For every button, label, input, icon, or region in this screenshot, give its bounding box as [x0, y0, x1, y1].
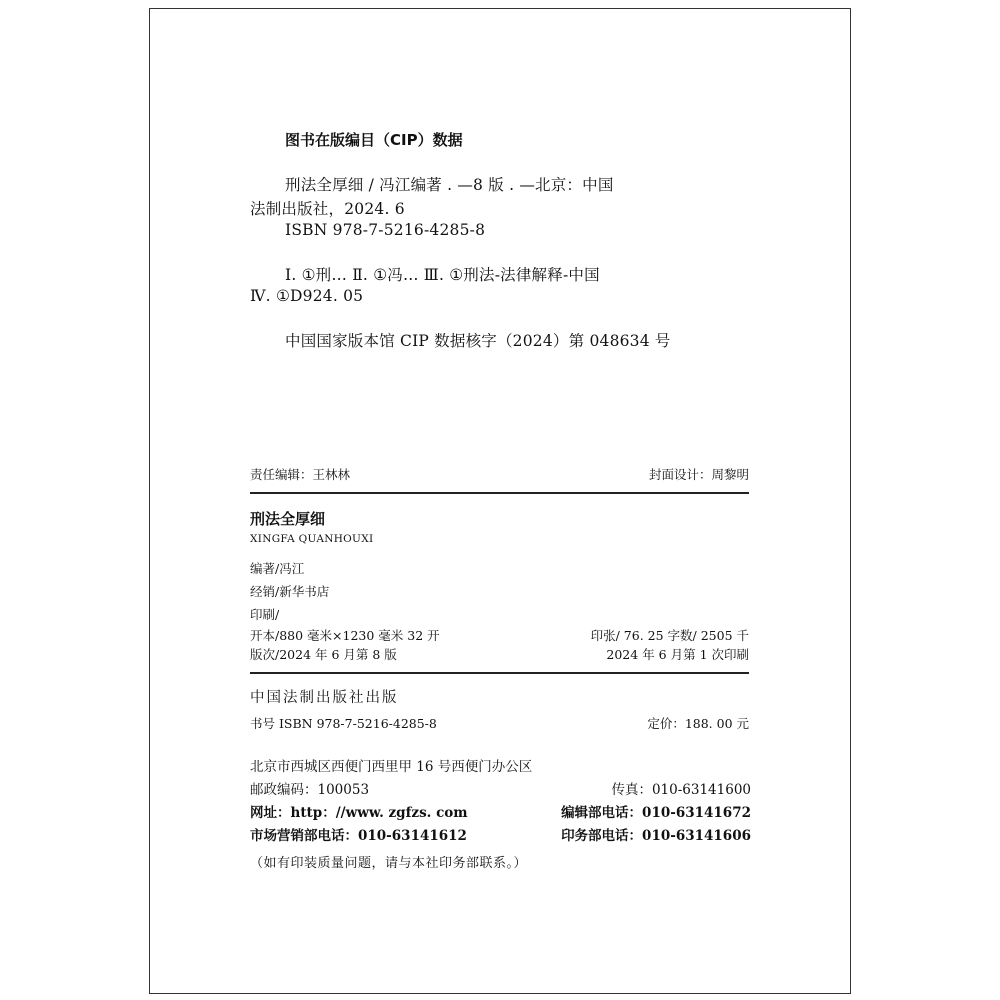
responsible-editor: 责任编辑：王林林: [250, 467, 351, 482]
cip-classification-2: Ⅳ. ①D924. 05: [250, 287, 364, 305]
copyright-page: [149, 8, 851, 994]
divider-top: [250, 492, 749, 494]
book-author: 编著/冯江: [250, 561, 305, 576]
book-price: 定价：188. 00 元: [647, 716, 749, 731]
publisher-fax: 传真：010-63141600: [611, 782, 751, 798]
book-title: 刑法全厚细: [250, 510, 326, 528]
cip-record-number: 中国国家版本馆 CIP 数据核字（2024）第 048634 号: [285, 332, 671, 350]
cip-line-2: 法制出版社，2024. 6: [250, 200, 405, 218]
publisher-postcode: 邮政编码：100053: [250, 782, 370, 798]
publisher-address: 北京市西城区西便门西里甲 16 号西便门办公区: [250, 759, 533, 775]
book-printer: 印刷/: [250, 607, 280, 622]
cover-designer: 封面设计：周黎明: [648, 467, 749, 482]
editorial-phone: 编辑部电话：010-63141672: [561, 805, 751, 821]
book-edition: 版次/2024 年 6 月第 8 版: [250, 647, 397, 662]
book-sheets-words: 印张/ 76. 25 字数/ 2505 千: [590, 628, 749, 643]
publisher-name: 中国法制出版社出版: [250, 690, 399, 706]
book-format: 开本/880 毫米×1230 毫米 32 开: [250, 628, 440, 643]
marketing-phone: 市场营销部电话：010-63141612: [250, 828, 467, 844]
book-printing: 2024 年 6 月第 1 次印刷: [606, 647, 749, 662]
cip-isbn: ISBN 978-7-5216-4285-8: [285, 221, 486, 239]
cip-line-1: 刑法全厚细 / 冯江编著 . —8 版 . —北京：中国: [285, 176, 614, 194]
book-distributor: 经销/新华书店: [250, 584, 330, 599]
cip-title: 图书在版编目（CIP）数据: [285, 131, 463, 149]
publisher-website: 网址：http：//www. zgfzs. com: [250, 805, 468, 821]
printing-phone: 印务部电话：010-63141606: [561, 828, 751, 844]
book-title-pinyin: XINGFA QUANHOUXI: [250, 533, 374, 545]
publisher-book-number: 书号 ISBN 978-7-5216-4285-8: [250, 716, 437, 731]
quality-note: （如有印装质量问题，请与本社印务部联系。）: [250, 856, 528, 871]
cip-classification-1: Ⅰ. ①刑… Ⅱ. ①冯… Ⅲ. ①刑法-法律解释-中国: [285, 266, 600, 284]
divider-bottom: [250, 672, 749, 674]
